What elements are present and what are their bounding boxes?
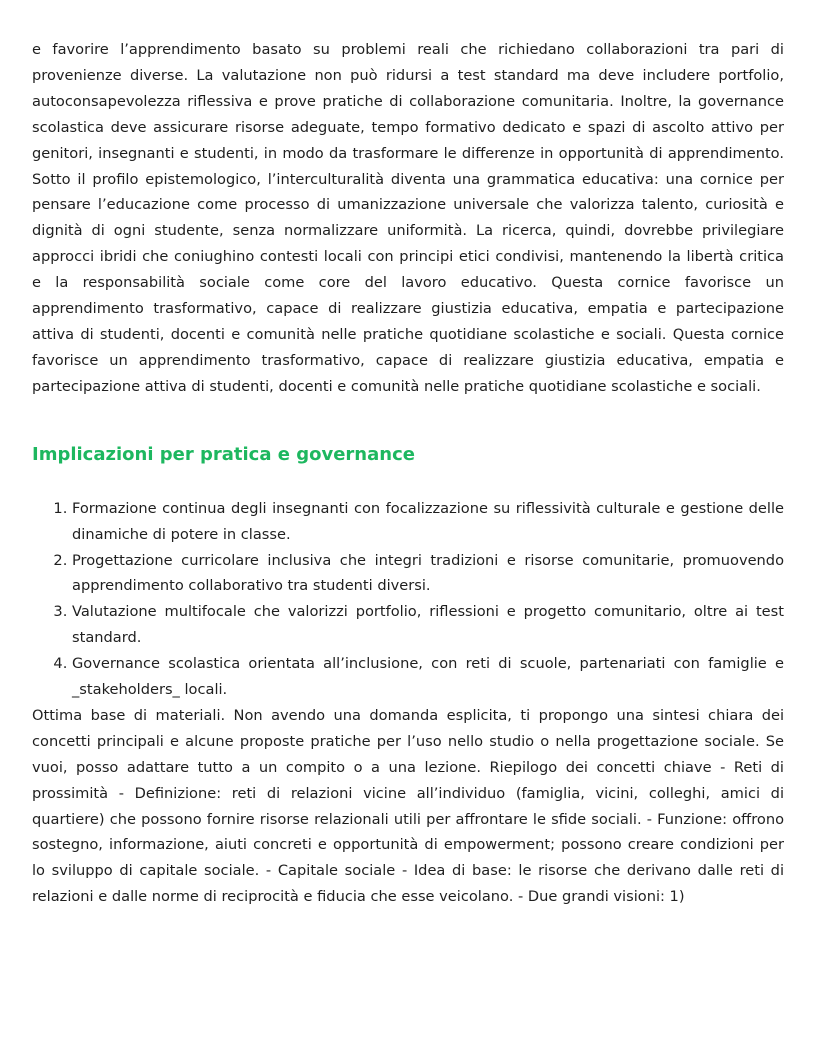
intro-paragraph: e favorire l’apprendimento basato su problemi reali che richiedano collaborazioni tra pari di provenienze diverse. La valutazione non può ridursi a test standard ma deve includere portfolio, autoconsapevolezza riflessiva e prove pratiche di collaborazione comunitaria. Inoltre, la governance scolastica deve assicurare risorse adeguate, tempo formativo dedicato e spazi di ascolto attivo per genitori, insegnanti e studenti, in modo da trasformare le differenze in opportunità di apprendimento. Sotto il profilo epistemologico, l’interculturalità diventa una grammatica educativa: una cornice per pensare l’educazione come processo di umanizzazione universale che valorizza talento, curiosità e dignità di ogni studente, senza normalizzare uniformità. La ricerca, quindi, dovrebbe privilegiare approcci ibridi che coniughino contesti locali con principi etici condivisi, mantenendo la libertà critica e la responsabilità sociale come core del lavoro educativo. Questa cornice favorisce un apprendimento trasformativo, capace di realizzare giustizia educativa, empatia e partecipazione attiva di studenti, docenti e comunità nelle pratiche quotidiane scolastiche e sociali. Questa cornice favorisce un apprendimento trasformativo, capace di realizzare giustizia educativa, empatia e partecipazione attiva di studenti, docenti e comunità nelle pratiche quotidiane scolastiche e sociali.	[32, 41, 784, 395]
list-item: 2. Progettazione curricolare inclusiva che integri tradizioni e risorse comunitarie, promuovendo apprendimento collaborativo tra studenti diversi.	[72, 548, 784, 600]
section-heading: Implicazioni per pratica e governance	[32, 443, 415, 465]
list-item: 4. Governance scolastica orientata all’inclusione, con reti di scuole, partenariati con famiglie e _stakeholders_ locali.	[72, 651, 784, 703]
closing-paragraph: Ottima base di materiali. Non avendo una domanda esplicita, ti propongo una sintesi chiara dei concetti principali e alcune proposte pratiche per l’uso nello studio o nella progettazione sociale. Se vuoi, posso adattare tutto a un compito o a una lezione. Riepilogo dei concetti chiave - Reti di prossimità - Definizione: reti di relazioni vicine all’individuo (famiglia, vicini, colleghi, amici di quartiere) che possono fornire risorse relazionali utili per affrontare le sfide sociali. - Funzione: offrono sostegno, informazione, aiuti concreti e opportunità di empowerment; possono creare condizioni per lo sviluppo di capitale sociale. - Capitale sociale - Idea di base: le risorse che derivano dalle reti di relazioni e dalle norme di reciprocità e fiducia che esse veicolano. - Due grandi visioni: 1)	[32, 706, 784, 906]
list-item: 3. Valutazione multifocale che valorizzi portfolio, riflessioni e progetto comunitario, oltre ai test standard.	[72, 599, 784, 651]
implications-list	[32, 496, 784, 703]
list-item: 1. Formazione continua degli insegnanti con focalizzazione su riflessività culturale e gestione delle dinamiche di potere in classe.	[72, 496, 784, 548]
